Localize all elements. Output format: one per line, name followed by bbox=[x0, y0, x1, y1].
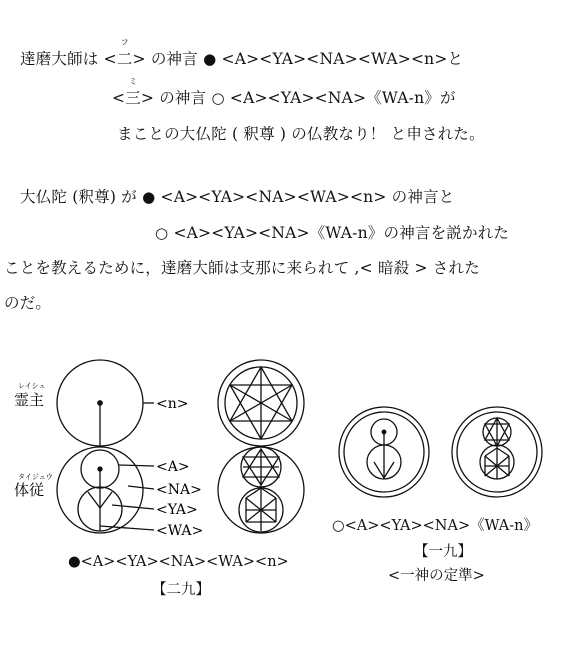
para1-line2-post: > の神言 bbox=[140, 89, 207, 107]
leader-na bbox=[128, 486, 154, 489]
filled-circle-icon: ● bbox=[142, 188, 156, 206]
filled-circle-icon: ● bbox=[68, 554, 81, 570]
figure29-mandala bbox=[218, 360, 304, 533]
para2-line1-mantra: <A><YA><NA><WA><n> の神言と bbox=[160, 188, 455, 206]
para1-line1-post: > の神言 bbox=[132, 50, 198, 68]
para1-line1-mantra: <A><YA><NA><WA><n>と bbox=[221, 50, 464, 68]
para1-line3: まことの大仏陀 ( 釈尊 ) の仏教なり！ と申された。 bbox=[117, 125, 485, 143]
hollow-circle-icon: ○ bbox=[332, 518, 345, 534]
figure29-caption-mantra bbox=[68, 554, 289, 570]
ruby-mi-reading: ミ bbox=[129, 77, 138, 86]
para2-line3: ことを教えるために，達磨大師は支那に来られて ,< 暗殺 > された bbox=[4, 259, 480, 277]
label-a: <A> bbox=[156, 459, 190, 475]
figure19-mandala bbox=[452, 407, 542, 497]
figure29-mantra-text: <A><YA><NA><WA><n> bbox=[80, 554, 289, 570]
para2-line2-mantra: <A><YA><NA>《WA-n》の神言を説かれた bbox=[173, 224, 510, 242]
figure19-diagram-left bbox=[339, 407, 429, 497]
label-wa: <WA> bbox=[156, 523, 204, 539]
label-body: 体従 bbox=[14, 481, 45, 499]
filled-circle-icon: ● bbox=[203, 50, 217, 68]
para2-line1-text: 大仏陀 (釈尊) が bbox=[20, 188, 137, 206]
ruby-taiju: タイジュウ bbox=[18, 473, 53, 481]
label-ya: <YA> bbox=[156, 502, 198, 518]
spirit-center-dot bbox=[98, 401, 102, 405]
figure29-caption-number: 【二九】 bbox=[152, 582, 210, 598]
para1-line2-mantra: <A><YA><NA>《WA-n》が bbox=[229, 89, 456, 107]
figure19-caption-mantra bbox=[332, 514, 538, 535]
figure19-mantra-text: <A><YA><NA>《WA-n》 bbox=[344, 518, 538, 534]
ruby-fu-reading: フ bbox=[120, 38, 129, 47]
leader-a bbox=[118, 465, 154, 466]
label-spirit: 霊主 bbox=[14, 391, 45, 409]
para1-line1-text: 達磨大師は < bbox=[20, 50, 117, 68]
label-n: <n> bbox=[156, 396, 189, 412]
kanji-three: 三 bbox=[125, 89, 141, 107]
para2-line4: のだ。 bbox=[4, 294, 52, 312]
label-na: <NA> bbox=[156, 482, 202, 498]
leader-ya bbox=[112, 505, 154, 509]
hollow-circle-icon: ○ bbox=[155, 224, 169, 242]
hollow-circle-icon: ○ bbox=[211, 89, 225, 107]
ruby-reishu: レイシュ bbox=[18, 382, 46, 390]
para1-line2-text: < bbox=[112, 89, 126, 107]
figure19-caption-title: <一神の定準> bbox=[388, 568, 485, 584]
kanji-two: 二 bbox=[116, 50, 133, 68]
figure19-caption-number: 【一九】 bbox=[414, 544, 472, 560]
